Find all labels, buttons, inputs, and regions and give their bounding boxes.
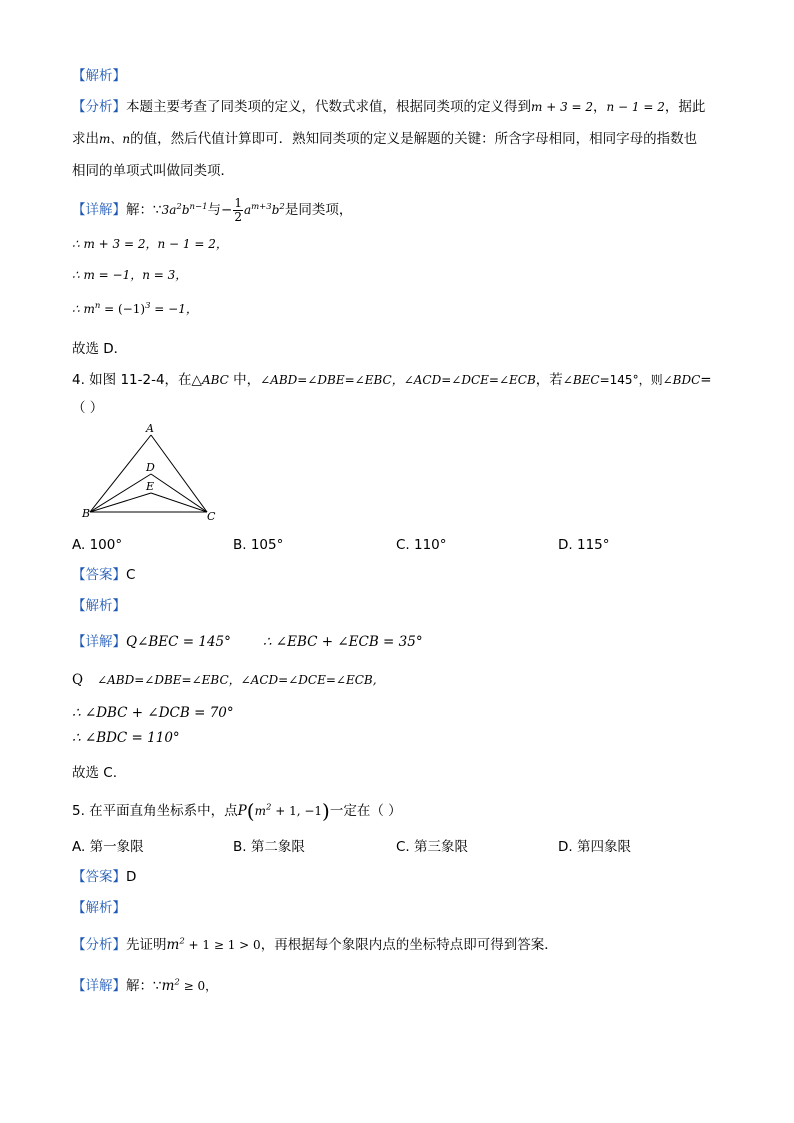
q3-step-3: ∴ $m^n = (-1)^3 = -1$， xyxy=(72,301,198,316)
label-d: D xyxy=(146,461,155,474)
q3-fraction: $\frac{1}{2}$ xyxy=(234,195,242,224)
label-e: E xyxy=(146,480,155,493)
q3-analysis-text-2b: 的值，然后代值计算即可．熟知同类项的定义是解题的关键：所含字母相同，相同字母的指数也 xyxy=(130,131,698,147)
jiexi-heading-2: 【解析】 xyxy=(72,598,126,614)
q3-step-1: ∴ m + 3 = 2，n − 1 = 2， xyxy=(72,237,228,251)
q4-detail-1: 【详解】Q∠BEC = 145° ∴ ∠EBC + ∠ECB = 35° xyxy=(72,634,423,650)
q3-analysis-text-2a: 求出 xyxy=(72,131,99,147)
q3-step-2: ∴ m = −1，n = 3， xyxy=(72,268,188,282)
q5-option-d: D. 第四象限 xyxy=(558,839,631,855)
label-b: B xyxy=(82,507,91,520)
q3-eq1: m + 3 = 2 xyxy=(531,100,594,114)
q3-analysis-line-1 xyxy=(72,97,705,117)
q3-detail-end: 是同类项， xyxy=(284,202,353,218)
q5-detail: 【详解】解：$\because m^2 \ge 0$， xyxy=(72,977,218,994)
q4-option-a: A. 100° xyxy=(72,537,123,553)
q3-choose: 故选 D． xyxy=(72,341,128,357)
edge-be xyxy=(90,493,151,512)
q3-analysis-text: 本题主要考查了同类项的定义，代数式求值，根据同类项的定义得到 xyxy=(126,99,531,115)
q3-and: 与 xyxy=(207,202,222,218)
q5-option-b: B. 第二象限 xyxy=(233,839,305,855)
q3-analysis-text-b: ，据此 xyxy=(664,99,706,115)
q4-detail-4: ∴ ∠BDC = 110° xyxy=(72,730,180,746)
q4-choose: 故选 C. xyxy=(72,765,118,781)
q4-option-b: B. 105° xyxy=(233,537,284,553)
q3-eq2: n − 1 = 2 xyxy=(606,100,665,114)
q4-detail-2: Q ∠ABD=∠DBE=∠EBC，∠ACD=∠DCE=∠ECB, xyxy=(72,672,377,688)
q4-option-d: D. 115° xyxy=(558,537,610,553)
q3-analysis-line-2 xyxy=(72,129,697,149)
fenxi-tag: 【分析】 xyxy=(72,99,126,115)
q4-detail-3: ∴ ∠DBC + ∠DCB = 70° xyxy=(72,705,234,721)
triangle-figure xyxy=(80,424,220,524)
q5-stem: 5. 在平面直角坐标系中，点$P(m^2 + 1$, −1)一定在（ ） xyxy=(72,799,402,823)
q4-answer: 【答案】C xyxy=(72,567,136,583)
jiexi-heading-3: 【解析】 xyxy=(72,900,126,916)
q3-term2: $a^{m+3}b^2$ xyxy=(243,202,285,217)
label-a: A xyxy=(146,424,154,435)
q3-vars: m、n xyxy=(99,132,131,146)
edge-dc xyxy=(151,474,207,512)
q3-analysis-line-3: 相同的单项式叫做同类项． xyxy=(72,163,234,179)
q5-option-c: C. 第三象限 xyxy=(396,839,469,855)
q3-minus: − xyxy=(221,202,233,218)
label-c: C xyxy=(207,510,216,523)
edge-ac xyxy=(151,435,207,512)
q5-analysis: 【分析】先证明$m^2 + 1 \ge 1 > 0$，再根据每个象限内点的坐标特点即可得到答案． xyxy=(72,936,558,953)
q5-answer: 【答案】D xyxy=(72,869,137,885)
q4-paren: （ ） xyxy=(72,400,104,416)
comma: ， xyxy=(593,99,607,115)
q3-detail-line xyxy=(72,196,352,224)
q4-option-c: C. 110° xyxy=(396,537,447,553)
xiangjie-tag: 【详解】 xyxy=(72,202,126,218)
edge-bd xyxy=(90,474,151,512)
q5-option-a: A. 第一象限 xyxy=(72,839,144,855)
edge-ec xyxy=(151,493,207,512)
jiexi-heading-1: 【解析】 xyxy=(72,68,126,84)
q3-detail-intro: 解：∵ xyxy=(126,202,162,218)
q3-term1: $3a^2b^{n-1}$ xyxy=(161,202,208,217)
edge-ab xyxy=(90,435,151,512)
q4-stem: 4. 如图 11-2-4，在△ABC 中，∠ABD=∠DBE=∠EBC，∠ACD=∠DCE=∠ECB，若∠BEC=145°，则∠BDC= xyxy=(72,372,712,388)
